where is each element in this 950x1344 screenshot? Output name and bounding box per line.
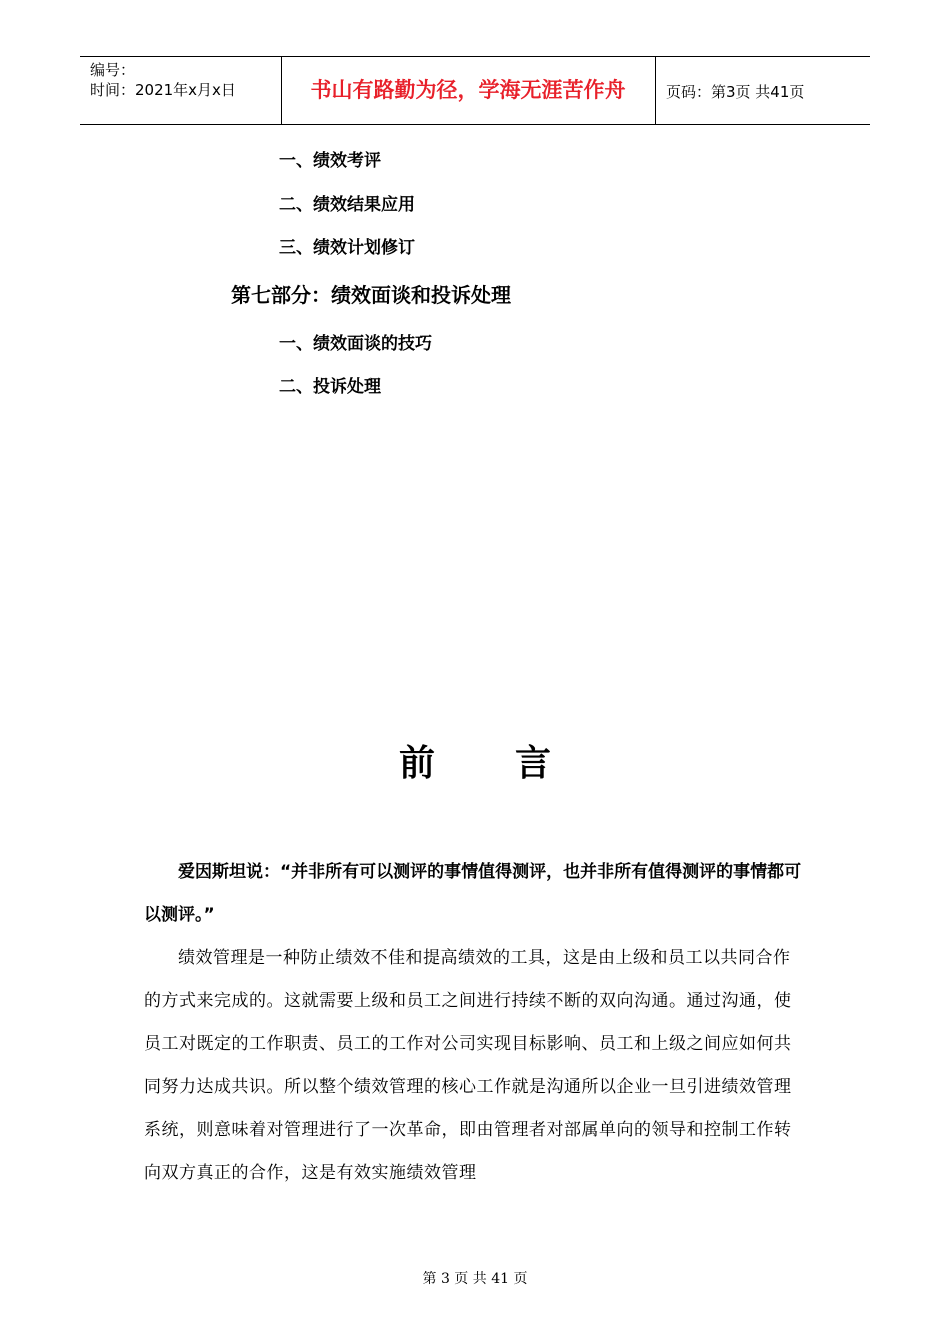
document-date: 时间：2021年x月x日 — [90, 81, 236, 99]
toc-item: 三、绩效计划修订 — [279, 238, 415, 258]
toc-item: 二、绩效结果应用 — [279, 195, 415, 215]
header-meta — [90, 60, 280, 100]
preface-title: 前言 — [398, 743, 631, 784]
header-motto: 书山有路勤为径，学海无涯苦作舟 — [310, 78, 626, 102]
page-footer: 第 3 页 共 41 页 — [422, 1271, 528, 1287]
toc-item: 二、投诉处理 — [279, 377, 381, 397]
toc-item: 一、绩效考评 — [279, 151, 381, 171]
header-page-info: 页码：第3页 共41页 — [666, 83, 805, 101]
header-divider — [655, 57, 656, 124]
preface-body: 绩效管理是一种防止绩效不佳和提高绩效的工具，这是由上级和员工以共同合作的方式来完成的。这就需要上级和员工之间进行持续不断的双向沟通。通过沟通，使员工对既定的工作职责、员工的工作对公司实现目标影响、员工和上级之间应如何共同努力达成共识。所以整个绩效管理的核心工作就是沟通所以企业一旦引进绩效管理系统，则意味着对管理进行了一次革命，即由管理者对部属单向的领导和控制工作转向双方真正的合作，这是有效实施绩效管理 — [144, 948, 792, 1183]
toc-part-title: 第七部分：绩效面谈和投诉处理 — [231, 283, 511, 307]
preface-quote: 爱因斯坦说：“并非所有可以测评的事情值得测评，也并非所有值得测评的事情都可以测评。” — [144, 862, 802, 925]
document-number-label: 编号： — [90, 61, 136, 79]
toc-item: 一、绩效面谈的技巧 — [279, 334, 432, 354]
page-header — [80, 56, 870, 125]
